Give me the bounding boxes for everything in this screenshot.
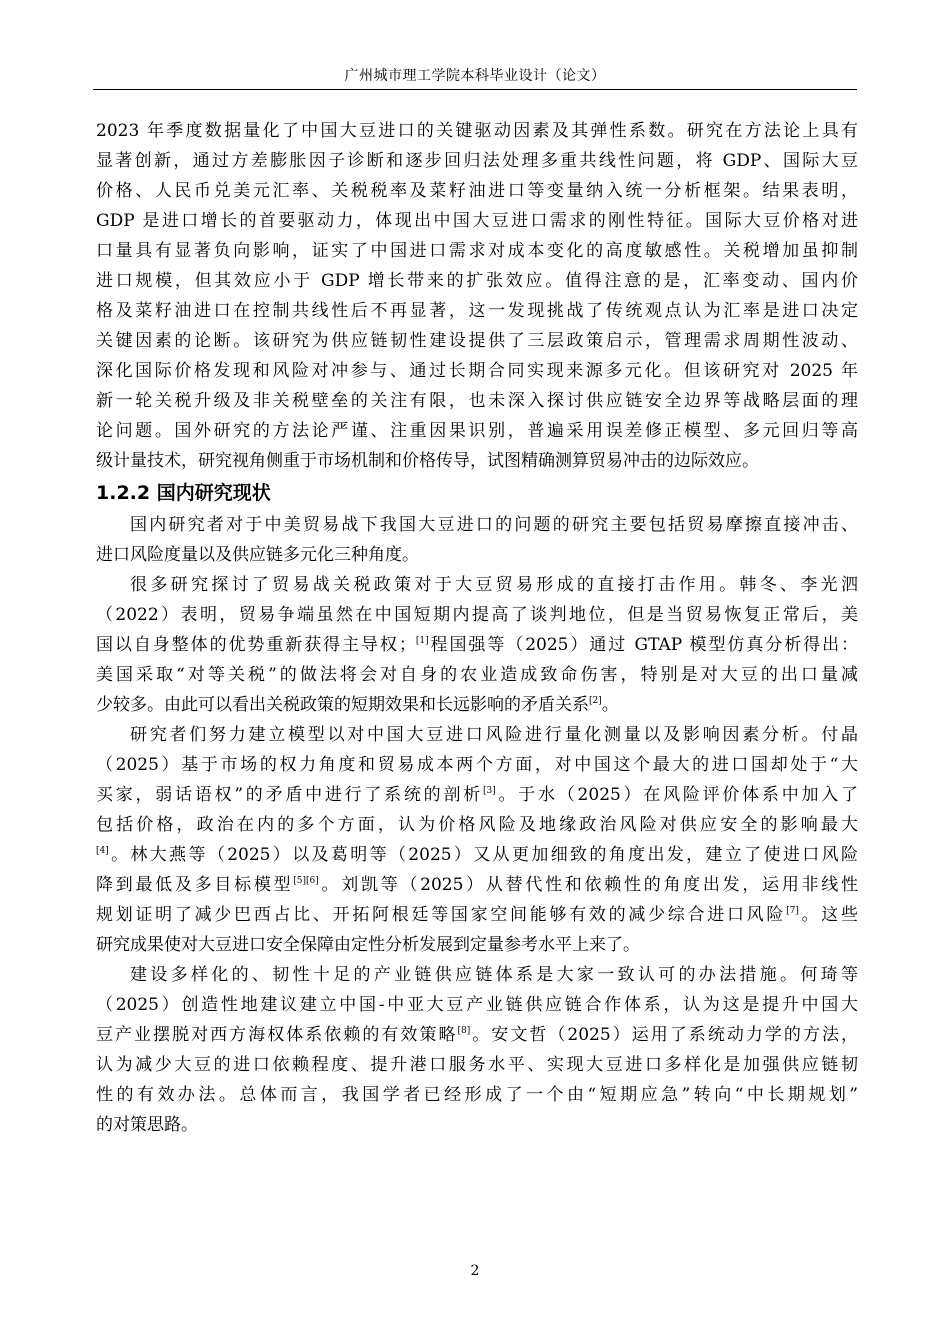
text-segment: 降到最低及多目标模型 xyxy=(96,875,294,895)
text-segment: 国以自身整体的优势重新获得主导权； xyxy=(96,635,416,655)
paragraph-domestic-overview xyxy=(96,510,858,570)
citation-ref: [3] xyxy=(482,786,496,796)
text-line: 深化国际价格发现和风险对冲参与、通过长期合同实现来源多元化。但该研究对 2025 年 xyxy=(96,361,858,381)
text-line xyxy=(96,780,858,810)
text-segment: 程国强等（2025）通过 GTAP 模型仿真分析得出： xyxy=(428,635,858,655)
text-line: 性的有效办法。总体而言，我国学者已经形成了一个由“短期应急”转向“中长期规划” xyxy=(96,1085,858,1105)
paragraph-foreign-research-summary xyxy=(96,116,858,476)
text-line: 新一轮关税升级及非关税壁垒的关注有限，也未深入探讨供应链安全边界等战略层面的理 xyxy=(96,391,858,411)
text-segment: 规划证明了减少巴西占比、开拓阿根廷等国家空间能够有效的减少综合进口风险 xyxy=(96,905,787,925)
text-line: （2022）表明，贸易争端虽然在中国短期内提高了谈判地位，但是当贸易恢复正常后，美 xyxy=(96,605,858,625)
text-line: 格及菜籽油进口在控制共线性后不再显著，这一发现挑战了传统观点认为汇率是进口决定 xyxy=(96,301,858,321)
text-line xyxy=(96,900,858,930)
text-line xyxy=(96,870,858,900)
text-line: 进口风险度量以及供应链多元化三种角度。 xyxy=(96,545,419,565)
text-segment: 少较多。由此可以看出关税政策的短期效果和长远影响的矛盾关系 xyxy=(96,695,589,715)
text-segment: 豆产业摆脱对西方海权体系依赖的有效策略 xyxy=(96,1025,458,1045)
text-line: 显著创新，通过方差膨胀因子诊断和逐步回归法处理多重共线性问题，将 GDP、国际大豆 xyxy=(96,151,858,171)
text-line xyxy=(96,690,858,720)
paragraph-supply-chain xyxy=(96,960,858,1140)
citation-ref: [4] xyxy=(96,846,109,856)
text-line xyxy=(96,840,858,870)
text-line: 级计量技术，研究视角侧重于市场机制和价格传导，试图精确测算贸易冲击的边际效应。 xyxy=(96,451,759,471)
text-line: 价格、人民币兑美元汇率、关税税率及菜籽油进口等变量纳入统一分析框架。结果表明， xyxy=(96,181,858,201)
page-body xyxy=(96,116,858,1140)
text-line: 认为减少大豆的进口依赖程度、提升港口服务水平、实现大豆进口多样化是加强供应链韧 xyxy=(96,1055,858,1075)
text-segment: 。于水（2025）在风险评价体系中加入了 xyxy=(495,785,858,805)
text-line: （2025）创造性地建议建立中国-中亚大豆产业链供应链合作体系，认为这是提升中国大 xyxy=(96,995,858,1015)
section-heading: 1.2.2 国内研究现状 xyxy=(96,482,271,504)
citation-ref: [7] xyxy=(786,906,799,916)
text-line: 2023 年季度数据量化了中国大豆进口的关键驱动因素及其弹性系数。研究在方法论上具有 xyxy=(96,121,858,141)
text-line: GDP 是进口增长的首要驱动力，体现出中国大豆进口需求的刚性特征。国际大豆价格对进 xyxy=(96,211,858,231)
text-line: 很多研究探讨了贸易战关税政策对于大豆贸易形成的直接打击作用。韩冬、李光泗 xyxy=(130,575,858,595)
text-line: 研究成果使对大豆进口安全保障由定性分析发展到定量参考水平上来了。 xyxy=(96,935,640,955)
text-line: 建设多样化的、韧性十足的产业链供应链体系是大家一致认可的办法措施。何琦等 xyxy=(130,965,858,985)
text-line: 包括价格，政治在内的多个方面，认为价格风险及地缘政治风险对供应安全的影响最大 xyxy=(96,815,858,835)
text-line: 研究者们努力建立模型以对中国大豆进口风险进行量化测量以及影响因素分析。付晶 xyxy=(130,725,858,745)
citation-ref: [1] xyxy=(415,636,429,646)
paragraph-risk-measurement xyxy=(96,720,858,960)
citation-ref: [5][6] xyxy=(293,876,319,886)
text-line xyxy=(96,630,858,660)
text-line: 口量具有显著负向影响，证实了中国进口需求对成本变化的高度敏感性。关税增加虽抑制 xyxy=(96,241,858,261)
text-segment: 。林大燕等（2025）以及葛明等（2025）又从更加细致的角度出发，建立了使进口风险 xyxy=(108,845,858,865)
text-line: 进口规模，但其效应小于 GDP 增长带来的扩张效应。值得注意的是，汇率变动、国内价 xyxy=(96,271,858,291)
text-line: 美国采取“对等关税”的做法将会对自身的农业造成致命伤害，特别是对大豆的出口量减 xyxy=(96,665,858,685)
text-segment: 。这些 xyxy=(798,905,859,925)
text-segment: 买家，弱话语权”的矛盾中进行了系统的剖析 xyxy=(96,785,483,805)
running-header: 广州城市理工学院本科毕业设计（论文） xyxy=(344,68,606,84)
text-segment: 。刘凯等（2025）从替代性和依赖性的角度出发，运用非线性 xyxy=(318,875,859,895)
page-number: 2 xyxy=(470,1263,480,1279)
text-line: 论问题。国外研究的方法论严谨、注重因果识别，普遍采用误差修正模型、多元回归等高 xyxy=(96,421,858,441)
text-line: 关键因素的论断。该研究为供应链韧性建设提供了三层政策启示，管理需求周期性波动、 xyxy=(96,331,858,351)
citation-ref: [2] xyxy=(589,696,602,706)
header-rule xyxy=(93,89,857,90)
paragraph-tariff-impact xyxy=(96,570,858,720)
citation-ref: [8] xyxy=(457,1026,471,1036)
text-line: 国内研究者对于中美贸易战下我国大豆进口的问题的研究主要包括贸易摩擦直接冲击、 xyxy=(130,515,858,535)
text-line: （2025）基于市场的权力角度和贸易成本两个方面，对中国这个最大的进口国却处于“大 xyxy=(96,755,858,775)
text-line xyxy=(96,1020,858,1050)
text-segment: 。安文哲（2025）运用了系统动力学的方法， xyxy=(470,1025,859,1045)
text-segment: 。 xyxy=(601,695,619,715)
text-line: 的对策思路。 xyxy=(96,1115,198,1135)
